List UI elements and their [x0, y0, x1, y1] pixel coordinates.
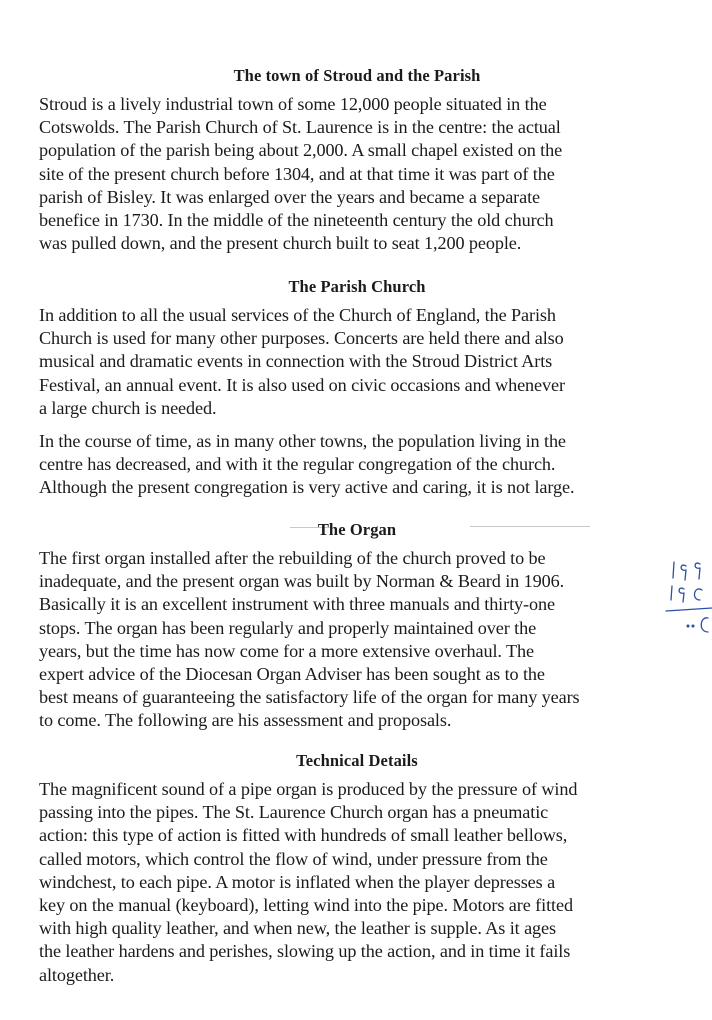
- text-line: the leather hardens and perishes, slowing up the action, and in time it fails: [39, 941, 571, 962]
- handwriting-stroke: [681, 565, 686, 580]
- section-heading: The town of Stroud and the Parish: [233, 66, 481, 85]
- text-line: windchest, to each pipe. A motor is inflated when the player depresses a: [39, 871, 556, 892]
- text-line: to come. The following are his assessment and proposals.: [39, 710, 452, 731]
- text-line: In addition to all the usual services of the Church of England, the Parish: [39, 305, 556, 325]
- text-line: In the course of time, as in many other towns, the population living in the: [39, 431, 566, 452]
- text-line: was pulled down, and the present church built to seat 1,200 people.: [39, 233, 522, 254]
- text-line: Although the present congregation is very active and caring, it is not large.: [39, 477, 575, 498]
- section-paragraph: [39, 778, 675, 987]
- text-line: musical and dramatic events in connection with the Stroud District Arts: [39, 351, 553, 372]
- handwriting-stroke: [687, 625, 689, 627]
- text-line: best means of guaranteeing the satisfactory life of the organ for many years: [39, 687, 580, 708]
- text-line: The magnificent sound of a pipe organ is produced by the pressure of wind: [39, 779, 578, 799]
- handwritten-margin-note: [664, 548, 712, 638]
- text-line: Festival, an annual event. It is also used on civic occasions and whenever: [39, 374, 565, 395]
- text-line: site of the present church before 1304, and at that time it was part of the: [39, 163, 555, 184]
- section-heading: The Parish Church: [288, 277, 426, 296]
- handwriting-stroke: [673, 562, 674, 578]
- section-heading: The Organ: [317, 520, 397, 539]
- handwriting-stroke: [694, 589, 702, 600]
- text-line: years, but the time has now come for a more extensive overhaul. The: [39, 640, 534, 661]
- section-technical-details: [39, 751, 675, 987]
- text-line: population of the parish being about 2,000. A small chapel existed on the: [39, 140, 563, 161]
- text-line: stops. The organ has been regularly and properly maintained over the: [39, 617, 537, 638]
- handwriting-stroke: [701, 618, 708, 632]
- handwriting-stroke: [695, 563, 700, 579]
- text-line: Church is used for many other purposes. Concerts are held there and also: [39, 328, 564, 349]
- text-line: The first organ installed after the rebuilding of the church proved to be: [39, 548, 546, 568]
- text-line: Basically it is an excellent instrument with three manuals and thirty-one: [39, 594, 555, 615]
- text-line: altogether.: [39, 964, 115, 985]
- section-paragraph: [39, 430, 675, 500]
- text-line: passing into the pipes. The St. Laurence Church organ has a pneumatic: [39, 802, 549, 823]
- handwriting-stroke: [666, 608, 712, 611]
- text-line: centre has decreased, and with it the regular congregation of the church.: [39, 454, 556, 475]
- text-line: called motors, which control the flow of wind, under pressure from the: [39, 848, 548, 869]
- text-line: a large church is needed.: [39, 397, 217, 418]
- section-paragraph: [39, 93, 675, 255]
- handwriting-drawing: [664, 548, 712, 638]
- section-organ: [39, 520, 675, 733]
- text-line: with high quality leather, and when new, the leather is supple. As it ages: [39, 918, 556, 939]
- handwriting-stroke: [679, 588, 684, 602]
- text-line: action: this type of action is fitted with hundreds of small leather bellows,: [39, 825, 568, 846]
- text-line: inadequate, and the present organ was built by Norman & Beard in 1906.: [39, 571, 565, 592]
- text-line: Cotswolds. The Parish Church of St. Laurence is in the centre: the actual: [39, 117, 561, 138]
- text-line: benefice in 1730. In the middle of the nineteenth century the old church: [39, 210, 554, 231]
- text-line: key on the manual (keyboard), letting wind into the pipe. Motors are fitted: [39, 895, 573, 916]
- section-stroud-parish: [39, 66, 675, 255]
- handwriting-stroke: [692, 625, 694, 627]
- section-heading: Technical Details: [296, 751, 418, 770]
- section-paragraph: [39, 304, 675, 420]
- text-line: Stroud is a lively industrial town of some 12,000 people situated in the: [39, 94, 547, 114]
- section-paragraph: [39, 547, 675, 733]
- section-parish-church: [39, 277, 675, 500]
- text-line: parish of Bisley. It was enlarged over the years and became a separate: [39, 186, 541, 207]
- text-line: expert advice of the Diocesan Organ Adviser has been sought as to the: [39, 664, 545, 685]
- handwriting-stroke: [671, 586, 672, 600]
